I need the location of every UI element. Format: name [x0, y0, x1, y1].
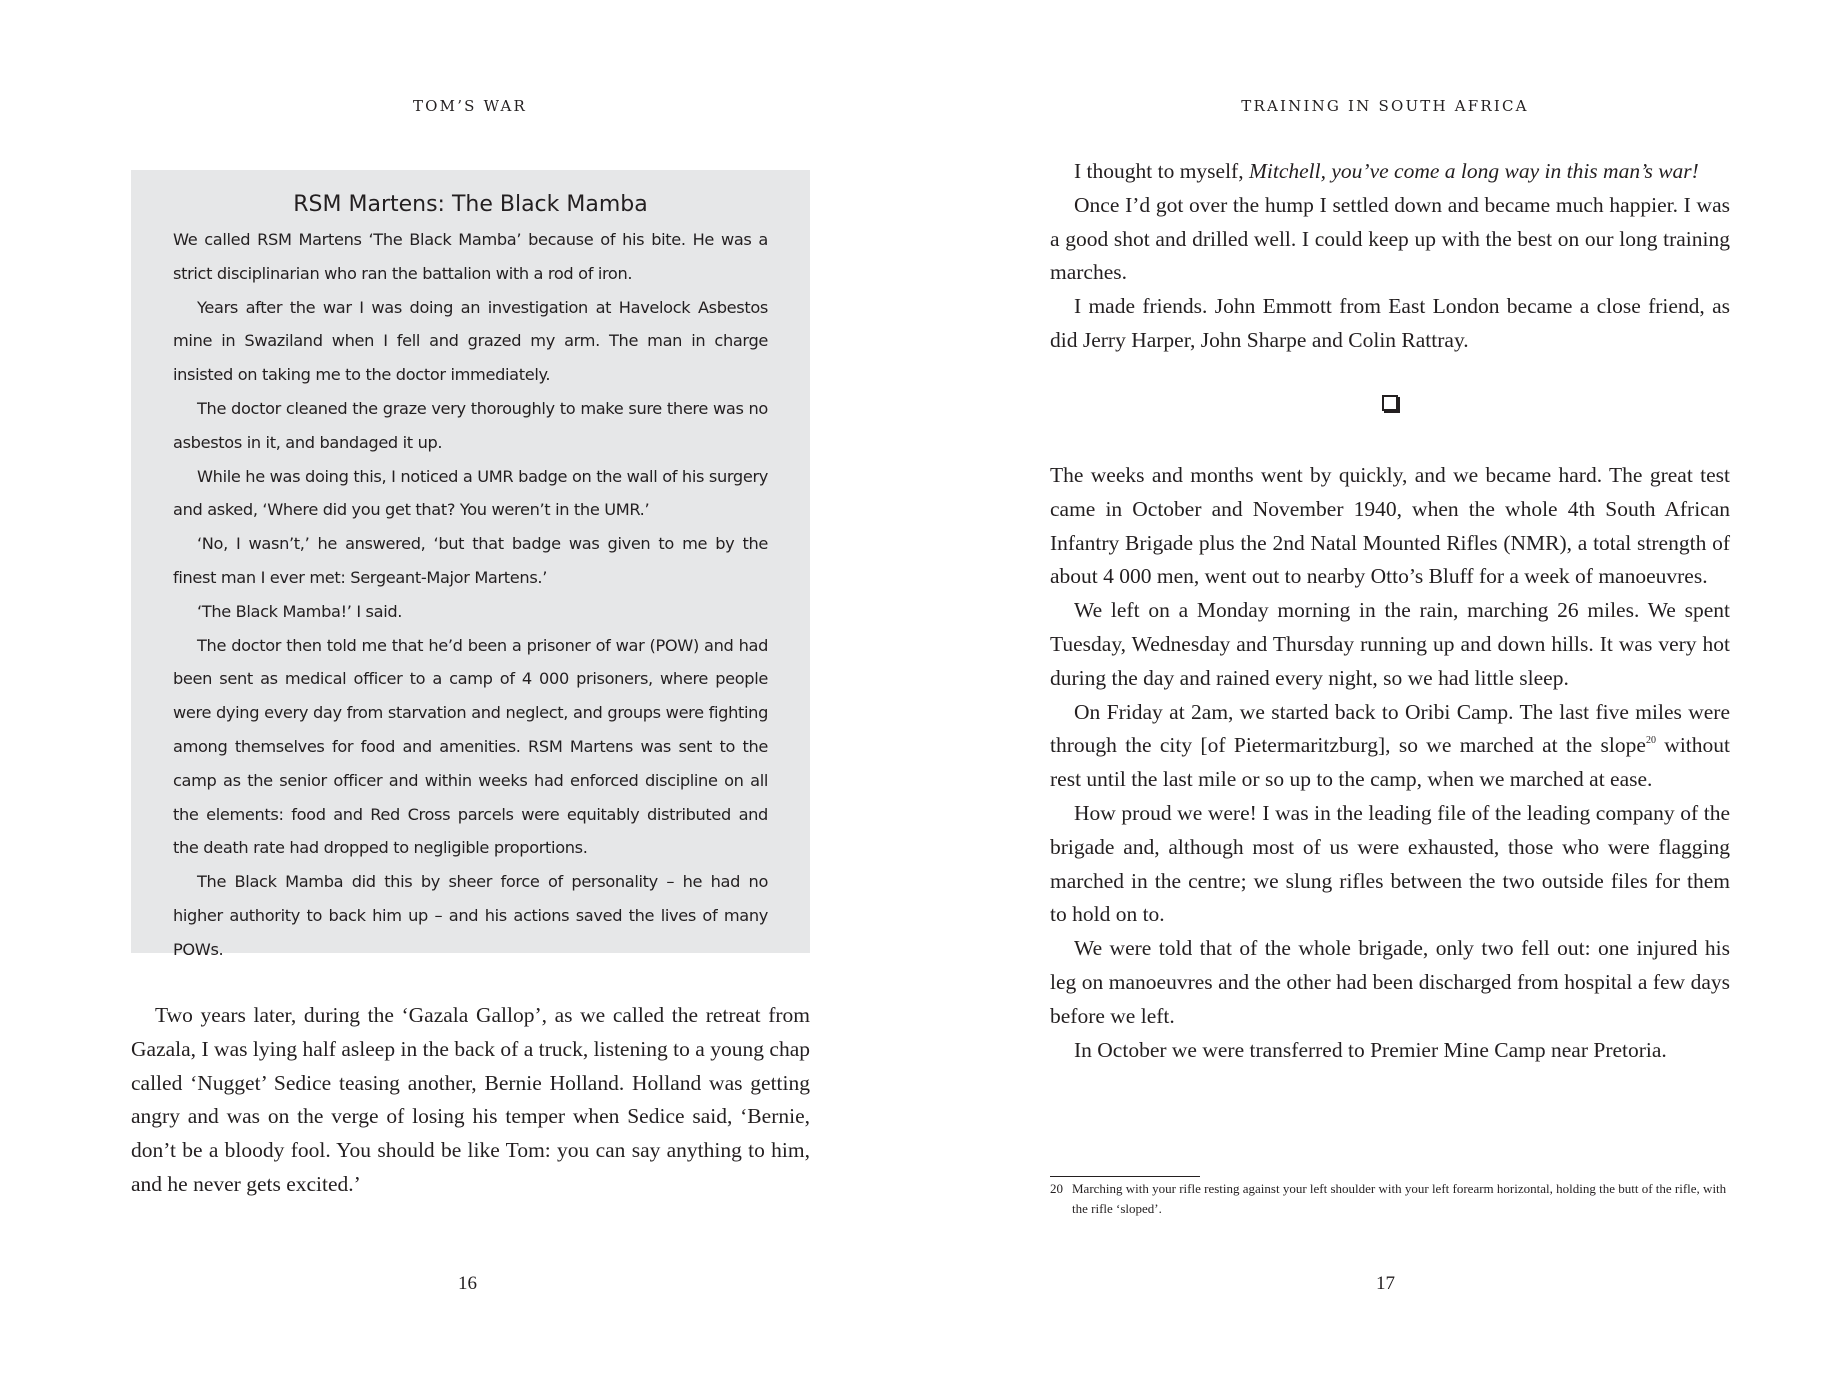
- footnote-text: Marching with your rifle resting against your left shoulder with your left forearm horizontal, holding the butt of the rifle, with the rifle ‘sloped’.: [1072, 1181, 1727, 1216]
- paragraph-text: On Friday at 2am, we started back to Oribi Camp. The last five miles were through the city [of Pietermaritzburg], so we marched at the slope: [1050, 699, 1730, 758]
- right-top-text: [1050, 155, 1730, 358]
- italic-thought: Mitchell, you’ve come a long way in this man’s war!: [1248, 159, 1699, 183]
- right-page: [920, 0, 1843, 1382]
- sidebar-paragraph: The doctor cleaned the graze very thoroughly to make sure there was no asbestos in it, and bandaged it up.: [173, 398, 768, 452]
- sidebar-box: [131, 170, 810, 959]
- body-paragraph: Once I’d got over the hump I settled down and became much happier. I was a good shot and drilled well. I could keep up with the best on our long training marches.: [1050, 192, 1730, 285]
- left-body-text: [131, 999, 810, 1202]
- body-paragraph: The weeks and months went by quickly, and we became hard. The great test came in October and November 1940, when the whole 4th South African Infantry Brigade plus the 2nd Natal Mounted Rifles (NMR), a total strength of about 4 000 men, went out to nearby Otto’s Bluff for a week of manoeuvres.: [1050, 463, 1730, 589]
- footnote-reference[interactable]: 20: [1645, 735, 1656, 747]
- sidebar-title: RSM Martens: The Black Mamba: [293, 192, 648, 217]
- footnote-number: 20: [1050, 1181, 1063, 1196]
- sidebar-paragraph: ‘The Black Mamba!’ I said.: [197, 601, 403, 621]
- body-paragraph: How proud we were! I was in the leading file of the leading company of the brigade and, although most of us were exhausted, those who were flagging marched in the centre; we slung rifles between the two outside files for them to hold on to.: [1050, 800, 1730, 927]
- body-paragraph: [1050, 696, 1730, 797]
- right-main-text: [1050, 459, 1730, 1067]
- body-paragraph: We left on a Monday morning in the rain, marching 26 miles. We spent Tuesday, Wednesday and Thursday running up and down hills. It was very hot during the day and rained every night, so we had little sleep.: [1050, 598, 1730, 690]
- footnote-rule: [1050, 1176, 1200, 1177]
- body-paragraph: Two years later, during the ‘Gazala Gallop’, as we called the retreat from Gazala, I was lying half asleep in the back of a truck, listening to a young chap called ‘Nugget’ Sedice teasing another, Bernie Holland. Holland was getting angry and was on the verge of losing his temper when Sedice said, ‘Bernie, don’t be a bloody fool. You should be like Tom: you can say anything to him, and he never gets excited.’: [131, 1003, 810, 1196]
- sidebar-paragraph: While he was doing this, I noticed a UMR badge on the wall of his surgery and asked, ‘Where did you get that? You weren’t in the UMR.’: [173, 466, 768, 520]
- sidebar-paragraph: The Black Mamba did this by sheer force of personality – he had no higher authority to back him up – and his actions saved the lives of many POWs.: [173, 872, 768, 959]
- paragraph-text: I thought to myself,: [1074, 159, 1249, 183]
- sidebar-paragraph: We called RSM Martens ‘The Black Mamba’ because of his bite. He was a strict disciplinarian who ran the battalion with a rod of iron.: [173, 230, 768, 283]
- page-number-left: 16: [458, 1273, 477, 1294]
- sidebar-paragraph: Years after the war I was doing an investigation at Havelock Asbestos mine in Swaziland when I fell and grazed my arm. The man in charge insisted on taking me to the doctor immediately.: [173, 297, 768, 385]
- running-head-right: TRAINING IN SOUTH AFRICA: [1241, 97, 1529, 115]
- sidebar-paragraph: ‘No, I wasn’t,’ he answered, ‘but that badge was given to me by the finest man I ever met: Sergeant-Major Martens.’: [173, 534, 768, 587]
- body-paragraph: We were told that of the whole brigade, only two fell out: one injured his leg on manoeuvres and the other had been discharged from hospital a few days before we left.: [1050, 936, 1730, 1028]
- body-paragraph: In October we were transferred to Premier Mine Camp near Pretoria.: [1074, 1037, 1667, 1062]
- sidebar-paragraph: The doctor then told me that he’d been a prisoner of war (POW) and had been sent as medical officer to a camp of 4 000 prisoners, where people were dying every day from starvation and neglect, and groups were fighting among themselves for food and amenities. RSM Martens was sent to the camp as the senior officer and within weeks had enforced discipline on all the elements: food and Red Cross parcels were equitably distributed and the death rate had dropped to negligible proportions.: [173, 635, 768, 858]
- paragraph-text: without rest until the last mile or so up to the camp, when we marched at ease.: [1050, 733, 1730, 792]
- left-page: [0, 0, 920, 1382]
- footnote: [1050, 1179, 1730, 1219]
- running-head-left: TOM’S WAR: [412, 97, 528, 115]
- body-paragraph: I made friends. John Emmott from East London became a close friend, as did Jerry Harper, John Sharpe and Colin Rattray.: [1050, 294, 1730, 352]
- body-paragraph: [1050, 155, 1730, 189]
- section-break-box-icon: [1382, 395, 1398, 411]
- page-number-right: 17: [1376, 1273, 1395, 1294]
